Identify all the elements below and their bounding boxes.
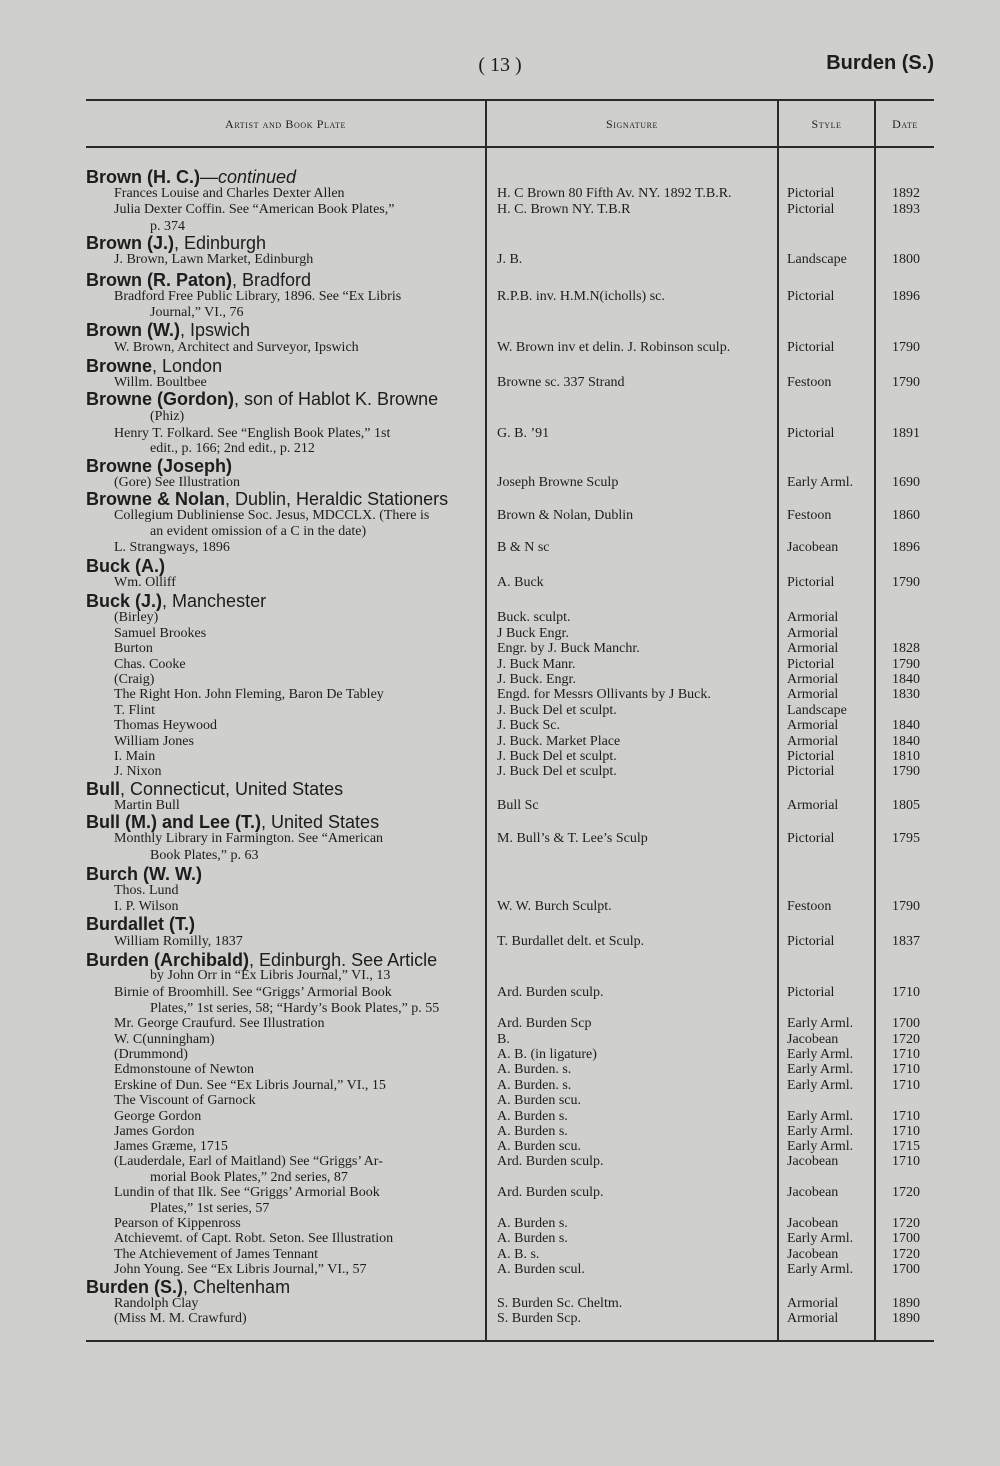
date-cell: 1837 [892,934,920,949]
entry-continuation: (Phiz) [150,409,185,424]
entry-continuation: Book Plates,” p. 63 [150,848,259,863]
signature-cell: A. Buck [497,575,544,590]
book-plate-owner: I. Main [114,749,156,764]
entry-continuation: by John Orr in “Ex Libris Journal,” VI., 13 [150,968,391,983]
artist-heading [86,592,482,610]
artist-location: —continued [200,167,297,187]
artist-name: Burden (Archibald) [86,950,250,970]
column-header-date: Date [892,117,918,131]
book-plate-owner: Frances Louise and Charles Dexter Allen [114,186,345,201]
date-cell: 1700 [892,1231,920,1246]
book-plate-owner: W. Brown, Architect and Surveyor, Ipswich [114,340,359,355]
signature-cell: Ard. Burden sculp. [497,1154,604,1169]
style-cell: Pictorial [787,749,835,764]
column-header-signature: Signature [605,117,659,131]
artist-heading [86,234,482,252]
artist-location: , London [152,356,223,376]
book-plate-owner: Thomas Heywood [114,718,218,733]
style-cell: Jacobean [787,540,839,555]
artist-location: , Manchester [162,591,267,611]
book-plate-owner: William Jones [114,734,194,749]
style-cell: Pictorial [787,657,835,672]
signature-cell: M. Bull’s & T. Lee’s Sculp [497,831,648,846]
date-cell: 1710 [892,1109,920,1124]
date-cell: 1710 [892,1062,920,1077]
date-cell: 1810 [892,749,920,764]
artist-location: , Bradford [232,270,312,290]
style-cell: Early Arml. [787,1109,854,1124]
signature-cell: J. Buck Manr. [497,657,576,672]
style-cell: Landscape [787,252,847,267]
book-plate-owner: W. C(unningham) [114,1032,215,1047]
date-cell: 1795 [892,831,920,846]
artist-name: Buck (A.) [86,556,166,576]
artist-heading [86,865,482,883]
date-cell: 1700 [892,1016,920,1031]
book-plate-owner: Thos. Lund [114,883,179,898]
book-plate-owner: Monthly Library in Farmington. See “American [114,831,384,846]
style-cell: Pictorial [787,831,835,846]
signature-cell: J. Buck Del et sculpt. [497,703,617,718]
style-cell: Jacobean [787,1185,839,1200]
book-plate-owner: Edmonstoune of Newton [114,1062,254,1077]
artist-heading [86,321,482,339]
style-cell: Jacobean [787,1154,839,1169]
date-cell: 1710 [892,1154,920,1169]
signature-cell: G. B. ’91 [497,426,550,441]
signature-cell: R.P.B. inv. H.M.N(icholls) sc. [497,289,665,304]
book-plate-owner: The Atchievement of James Tennant [114,1247,319,1262]
signature-cell: Ard. Burden sculp. [497,1185,604,1200]
signature-cell: A. Burden s. [497,1216,568,1231]
style-cell: Armorial [787,610,839,625]
book-plate-owner: James Gordon [114,1124,195,1139]
artist-heading [86,271,482,289]
artist-name: Burch (W. W.) [86,864,202,884]
style-cell: Pictorial [787,934,835,949]
date-cell: 1896 [892,289,920,304]
signature-cell: Engd. for Messrs Ollivants by J Buck. [497,687,711,702]
style-cell: Armorial [787,734,839,749]
date-cell: 1892 [892,186,920,201]
signature-cell: J. Buck. Market Place [497,734,621,749]
signature-cell: Buck. sculpt. [497,610,571,625]
book-plate-owner: Erskine of Dun. See “Ex Libris Journal,” VI., 15 [114,1078,386,1093]
signature-cell: W. W. Burch Sculpt. [497,899,612,914]
book-plate-owner: Bradford Free Public Library, 1896. See “Ex Libris [114,289,402,304]
book-plate-owner: Randolph Clay [114,1296,199,1311]
style-cell: Early Arml. [787,1139,854,1154]
date-cell: 1720 [892,1247,920,1262]
signature-cell: A. Burden. s. [497,1078,572,1093]
date-cell: 1700 [892,1262,920,1277]
column-header-artist: Artist and Book Plate [225,117,346,131]
signature-cell: A. B. (in ligature) [497,1047,597,1062]
date-cell: 1720 [892,1216,920,1231]
signature-cell: A. Burden s. [497,1231,568,1246]
date-cell: 1715 [892,1139,920,1154]
top-rule [86,99,934,101]
artist-heading [86,490,482,508]
style-cell: Jacobean [787,1216,839,1231]
artist-location: , United States [261,812,380,832]
book-plate-owner: (Miss M. M. Crawfurd) [114,1311,247,1326]
artist-name: Browne (Gordon) [86,389,234,409]
style-cell: Early Arml. [787,1016,854,1031]
signature-cell: S. Burden Sc. Cheltm. [497,1296,623,1311]
artist-heading [86,168,482,186]
entry-continuation: Plates,” 1st series, 57 [150,1201,270,1216]
book-plate-owner: William Romilly, 1837 [114,934,243,949]
date-cell: 1805 [892,798,920,813]
style-cell: Landscape [787,703,847,718]
artist-name: Bull (M.) and Lee (T.) [86,812,261,832]
entry-continuation: an evident omission of a C in the date) [150,524,367,539]
book-plate-owner: (Craig) [114,672,155,687]
signature-cell: S. Burden Scp. [497,1311,581,1326]
style-cell: Armorial [787,1296,839,1311]
book-plate-owner: The Viscount of Garnock [114,1093,256,1108]
style-cell: Early Arml. [787,1047,854,1062]
date-cell: 1860 [892,508,920,523]
artist-heading [86,915,482,933]
book-plate-owner: Mr. George Craufurd. See Illustration [114,1016,325,1031]
artist-name: Browne (Joseph) [86,456,233,476]
book-plate-owner: Martin Bull [114,798,180,813]
date-cell: 1891 [892,426,920,441]
book-plate-owner: George Gordon [114,1109,202,1124]
signature-cell: Browne sc. 337 Strand [497,375,625,390]
signature-cell: A. Burden. s. [497,1062,572,1077]
date-cell: 1790 [892,764,920,779]
signature-cell: A. Burden scu. [497,1093,581,1108]
signature-cell: A. B. s. [497,1247,540,1262]
artist-name: Burden (S.) [86,1277,183,1297]
book-plate-owner: James Græme, 1715 [114,1139,228,1154]
artist-name: Brown (H. C.) [86,167,200,187]
artist-location: , Edinburgh [174,233,267,253]
date-cell: 1720 [892,1032,920,1047]
entry-continuation: p. 374 [150,219,185,234]
artist-location: , Edinburgh. See Article [249,950,438,970]
page-number: ( 13 ) [478,54,522,76]
column-header-style: Style [811,117,842,131]
style-cell: Armorial [787,718,839,733]
artist-location: , Cheltenham [183,1277,291,1297]
date-cell: 1830 [892,687,920,702]
signature-cell: J. B. [497,252,523,267]
book-plate-owner: Burton [114,641,153,656]
signature-cell: Ard. Burden sculp. [497,985,604,1000]
book-plate-owner: (Birley) [114,610,159,625]
entry-continuation: Plates,” 1st series, 58; “Hardy’s Book Plates,” p. 55 [150,1001,440,1016]
signature-cell: Ard. Burden Scp [497,1016,592,1031]
entry-continuation: morial Book Plates,” 2nd series, 87 [150,1170,348,1185]
book-plate-owner: Henry T. Folkard. See “English Book Plates,” 1st [114,426,391,441]
artist-name: Browne [86,356,153,376]
signature-cell: Engr. by J. Buck Manchr. [497,641,640,656]
signature-cell: H. C Brown 80 Fifth Av. NY. 1892 T.B.R. [497,186,732,201]
book-plate-owner: (Gore) See Illustration [114,475,240,490]
style-cell: Armorial [787,626,839,641]
book-plate-owner: Birnie of Broomhill. See “Griggs’ Armorial Book [114,985,392,1000]
artist-name: Burdallet (T.) [86,914,196,934]
book-plate-owner: The Right Hon. John Fleming, Baron De Tabley [114,687,384,702]
book-plate-owner: J. Brown, Lawn Market, Edinburgh [114,252,314,267]
book-plate-owner: Julia Dexter Coffin. See “American Book Plates,” [114,202,395,217]
artist-location: , Ipswich [179,320,251,340]
style-cell: Early Arml. [787,1078,854,1093]
book-plate-owner: Chas. Cooke [114,657,186,672]
style-cell: Early Arml. [787,475,854,490]
book-plate-owner: (Drummond) [114,1047,188,1062]
style-cell: Early Arml. [787,1062,854,1077]
book-plate-owner: Lundin of that Ilk. See “Griggs’ Armorial Book [114,1185,380,1200]
signature-cell: Brown & Nolan, Dublin [497,508,634,523]
style-cell: Armorial [787,687,839,702]
style-cell: Armorial [787,1311,839,1326]
book-plate-owner: Willm. Boultbee [114,375,207,390]
date-cell: 1790 [892,899,920,914]
book-plate-owner: Pearson of Kippenross [114,1216,241,1231]
style-cell: Festoon [787,899,832,914]
date-cell: 1690 [892,475,920,490]
style-cell: Jacobean [787,1247,839,1262]
artist-location: , Connecticut, United States [120,779,344,799]
entry-continuation: Journal,” VI., 76 [150,305,244,320]
book-plate-owner: Samuel Brookes [114,626,207,641]
book-plate-owner: L. Strangways, 1896 [114,540,230,555]
column-divider [777,100,779,1341]
date-cell: 1710 [892,985,920,1000]
artist-location: , Dublin, Heraldic Stationers [225,489,449,509]
book-plate-owner: I. P. Wilson [114,899,179,914]
signature-cell: H. C. Brown NY. T.B.R [497,202,631,217]
signature-cell: A. Burden scul. [497,1262,585,1277]
book-plate-owner: Collegium Dubliniense Soc. Jesus, MDCCLX. (There is [114,508,430,523]
style-cell: Pictorial [787,764,835,779]
style-cell: Early Arml. [787,1262,854,1277]
date-cell: 1840 [892,672,920,687]
book-plate-owner: Wm. Olliff [114,575,176,590]
style-cell: Early Arml. [787,1124,854,1139]
date-cell: 1893 [892,202,920,217]
date-cell: 1840 [892,734,920,749]
signature-cell: J. Buck Del et sculpt. [497,749,617,764]
artist-heading [86,457,482,475]
style-cell: Early Arml. [787,1231,854,1246]
artist-heading [86,357,482,375]
date-cell: 1890 [892,1311,920,1326]
signature-cell: W. Brown inv et delin. J. Robinson sculp. [497,340,731,355]
signature-cell: J. Buck Sc. [497,718,560,733]
date-cell: 1790 [892,375,920,390]
date-cell: 1790 [892,657,920,672]
signature-cell: A. Burden s. [497,1124,568,1139]
signature-cell: B & N sc [497,540,550,555]
header-rule [86,146,934,148]
style-cell: Jacobean [787,1032,839,1047]
style-cell: Armorial [787,641,839,656]
style-cell: Armorial [787,672,839,687]
date-cell: 1800 [892,252,920,267]
column-divider [874,100,876,1341]
style-cell: Pictorial [787,426,835,441]
book-plate-owner: Atchievemt. of Capt. Robt. Seton. See Illustration [114,1231,394,1246]
date-cell: 1840 [892,718,920,733]
style-cell: Pictorial [787,186,835,201]
signature-cell: J. Buck. Engr. [497,672,576,687]
date-cell: 1828 [892,641,920,656]
artist-heading [86,390,482,408]
date-cell: 1790 [892,340,920,355]
date-cell: 1710 [892,1047,920,1062]
style-cell: Pictorial [787,575,835,590]
signature-cell: A. Burden scu. [497,1139,581,1154]
artist-heading [86,813,482,831]
artist-name: Bull [86,779,120,799]
artist-heading [86,1278,482,1296]
entry-continuation: edit., p. 166; 2nd edit., p. 212 [150,441,315,456]
style-cell: Pictorial [787,985,835,1000]
date-cell: 1720 [892,1185,920,1200]
artist-name: Brown (W.) [86,320,180,340]
date-cell: 1790 [892,575,920,590]
artist-name: Buck (J.) [86,591,163,611]
signature-cell: T. Burdallet delt. et Sculp. [497,934,645,949]
signature-cell: J Buck Engr. [497,626,569,641]
signature-cell: Joseph Browne Sculp [497,475,619,490]
signature-cell: Bull Sc [497,798,539,813]
date-cell: 1710 [892,1124,920,1139]
artist-name: Brown (J.) [86,233,174,253]
book-plate-owner: (Lauderdale, Earl of Maitland) See “Griggs’ Ar- [114,1154,383,1169]
artist-heading [86,951,482,969]
style-cell: Armorial [787,798,839,813]
artist-location: , son of Hablot K. Browne [233,389,439,409]
style-cell: Pictorial [787,340,835,355]
artist-heading [86,780,482,798]
artist-name: Browne & Nolan [86,489,226,509]
date-cell: 1890 [892,1296,920,1311]
style-cell: Festoon [787,375,832,390]
artist-name: Brown (R. Paton) [86,270,232,290]
date-cell: 1710 [892,1078,920,1093]
signature-cell: J. Buck Del et sculpt. [497,764,617,779]
book-plate-owner: John Young. See “Ex Libris Journal,” VI., 57 [114,1262,367,1277]
running-head: Burden (S.) [826,52,934,74]
date-cell: 1896 [892,540,920,555]
style-cell: Festoon [787,508,832,523]
signature-cell: A. Burden s. [497,1109,568,1124]
artist-heading [86,557,482,575]
style-cell: Pictorial [787,289,835,304]
signature-cell: B. [497,1032,510,1047]
style-cell: Pictorial [787,202,835,217]
bottom-rule [86,1340,934,1342]
book-plate-owner: T. Flint [114,703,155,718]
book-plate-owner: J. Nixon [114,764,162,779]
